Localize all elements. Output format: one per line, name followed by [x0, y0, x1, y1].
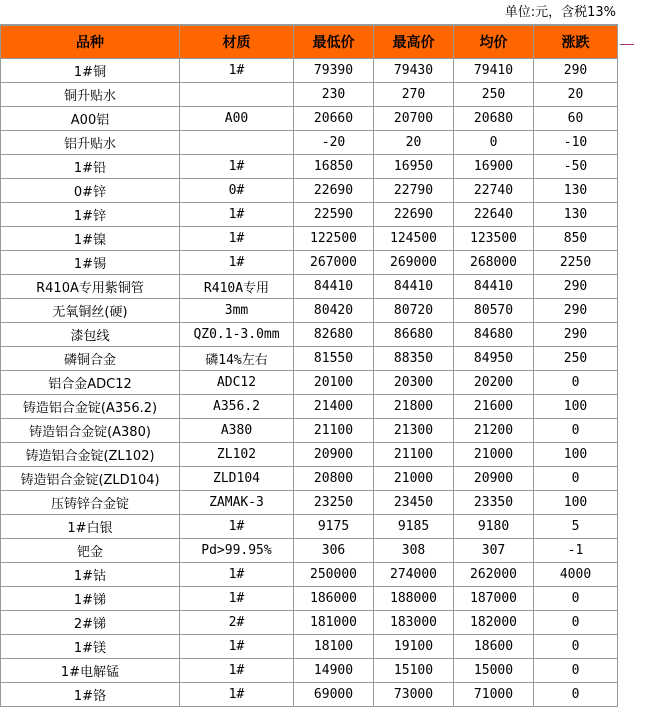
- variety-cell: 1#钴: [1, 563, 180, 587]
- variety-cell: 铝升贴水: [1, 131, 180, 155]
- table-row: [1, 683, 618, 707]
- change-cell: 60: [534, 107, 618, 131]
- min-price-cell: 306: [294, 539, 374, 563]
- material-cell: 1#: [180, 683, 294, 707]
- max-price-cell: 73000: [374, 683, 454, 707]
- min-price-cell: 22690: [294, 179, 374, 203]
- change-cell: -10: [534, 131, 618, 155]
- min-price-cell: 18100: [294, 635, 374, 659]
- avg-price-cell: 250: [454, 83, 534, 107]
- change-cell: 100: [534, 395, 618, 419]
- max-price-cell: 308: [374, 539, 454, 563]
- change-cell: 0: [534, 611, 618, 635]
- variety-cell: 铜升贴水: [1, 83, 180, 107]
- variety-cell: R410A专用紫铜管: [1, 275, 180, 299]
- table-row: [1, 443, 618, 467]
- max-price-cell: 21100: [374, 443, 454, 467]
- max-price-cell: 270: [374, 83, 454, 107]
- avg-price-cell: 262000: [454, 563, 534, 587]
- change-cell: 130: [534, 179, 618, 203]
- material-cell: A380: [180, 419, 294, 443]
- avg-price-cell: 123500: [454, 227, 534, 251]
- table-row: [1, 611, 618, 635]
- unit-note: 单位:元，含税13%: [504, 5, 616, 20]
- variety-cell: A00铝: [1, 107, 180, 131]
- avg-price-cell: 22740: [454, 179, 534, 203]
- variety-cell: 铸造铝合金锭(A380): [1, 419, 180, 443]
- change-cell: -50: [534, 155, 618, 179]
- max-price-cell: 183000: [374, 611, 454, 635]
- min-price-cell: 79390: [294, 59, 374, 83]
- min-price-cell: 82680: [294, 323, 374, 347]
- max-price-cell: 79430: [374, 59, 454, 83]
- change-cell: 0: [534, 659, 618, 683]
- max-price-cell: 15100: [374, 659, 454, 683]
- avg-price-cell: 16900: [454, 155, 534, 179]
- table-row: [1, 563, 618, 587]
- material-cell: R410A专用: [180, 275, 294, 299]
- max-price-cell: 22790: [374, 179, 454, 203]
- avg-price-cell: 18600: [454, 635, 534, 659]
- variety-cell: 0#锌: [1, 179, 180, 203]
- variety-cell: 1#电解锰: [1, 659, 180, 683]
- avg-price-cell: 15000: [454, 659, 534, 683]
- change-cell: 290: [534, 59, 618, 83]
- material-cell: ZLD104: [180, 467, 294, 491]
- material-cell: [180, 83, 294, 107]
- min-price-cell: 122500: [294, 227, 374, 251]
- max-price-cell: 22690: [374, 203, 454, 227]
- change-cell: 0: [534, 467, 618, 491]
- header-avg-price: 均价: [454, 26, 534, 59]
- price-table: [0, 25, 618, 707]
- table-row: [1, 251, 618, 275]
- change-cell: 130: [534, 203, 618, 227]
- table-row: [1, 83, 618, 107]
- variety-cell: 铝合金ADC12: [1, 371, 180, 395]
- avg-price-cell: 22640: [454, 203, 534, 227]
- material-cell: 3mm: [180, 299, 294, 323]
- avg-price-cell: 79410: [454, 59, 534, 83]
- table-row: [1, 299, 618, 323]
- table-row: [1, 347, 618, 371]
- min-price-cell: 20800: [294, 467, 374, 491]
- change-cell: 290: [534, 275, 618, 299]
- avg-price-cell: 9180: [454, 515, 534, 539]
- material-cell: 1#: [180, 515, 294, 539]
- variety-cell: 压铸锌合金锭: [1, 491, 180, 515]
- material-cell: 1#: [180, 251, 294, 275]
- material-cell: ZAMAK-3: [180, 491, 294, 515]
- variety-cell: 1#铬: [1, 683, 180, 707]
- max-price-cell: 21000: [374, 467, 454, 491]
- avg-price-cell: 21200: [454, 419, 534, 443]
- min-price-cell: 22590: [294, 203, 374, 227]
- table-row: [1, 515, 618, 539]
- min-price-cell: 267000: [294, 251, 374, 275]
- min-price-cell: 23250: [294, 491, 374, 515]
- max-price-cell: 19100: [374, 635, 454, 659]
- header-max-price: 最高价: [374, 26, 454, 59]
- variety-cell: 铸造铝合金锭(A356.2): [1, 395, 180, 419]
- material-cell: Pd>99.95%: [180, 539, 294, 563]
- avg-price-cell: 23350: [454, 491, 534, 515]
- material-cell: 磷14%左右: [180, 347, 294, 371]
- variety-cell: 钯金: [1, 539, 180, 563]
- table-row: [1, 179, 618, 203]
- avg-price-cell: 84680: [454, 323, 534, 347]
- table-row: [1, 323, 618, 347]
- avg-price-cell: 20900: [454, 467, 534, 491]
- min-price-cell: 80420: [294, 299, 374, 323]
- material-cell: 1#: [180, 227, 294, 251]
- avg-price-cell: 20200: [454, 371, 534, 395]
- min-price-cell: 20100: [294, 371, 374, 395]
- variety-cell: 无氧铜丝(硬): [1, 299, 180, 323]
- min-price-cell: 81550: [294, 347, 374, 371]
- table-row: [1, 203, 618, 227]
- change-cell: 4000: [534, 563, 618, 587]
- change-cell: 290: [534, 323, 618, 347]
- variety-cell: 1#铜: [1, 59, 180, 83]
- header-change: 涨跌: [534, 26, 618, 59]
- table-row: [1, 659, 618, 683]
- variety-cell: 1#镁: [1, 635, 180, 659]
- header-variety: 品种: [1, 26, 180, 59]
- change-cell: 0: [534, 371, 618, 395]
- max-price-cell: 9185: [374, 515, 454, 539]
- change-cell: 2250: [534, 251, 618, 275]
- max-price-cell: 16950: [374, 155, 454, 179]
- max-price-cell: 20300: [374, 371, 454, 395]
- table-row: [1, 635, 618, 659]
- max-price-cell: 80720: [374, 299, 454, 323]
- table-row: [1, 59, 618, 83]
- header-material: 材质: [180, 26, 294, 59]
- material-cell: 1#: [180, 203, 294, 227]
- max-price-cell: 88350: [374, 347, 454, 371]
- min-price-cell: -20: [294, 131, 374, 155]
- min-price-cell: 20900: [294, 443, 374, 467]
- material-cell: QZ0.1-3.0mm: [180, 323, 294, 347]
- avg-price-cell: 84950: [454, 347, 534, 371]
- material-cell: 1#: [180, 155, 294, 179]
- change-cell: 250: [534, 347, 618, 371]
- variety-cell: 1#锑: [1, 587, 180, 611]
- avg-price-cell: 84410: [454, 275, 534, 299]
- table-row: [1, 587, 618, 611]
- change-cell: 0: [534, 683, 618, 707]
- material-cell: 0#: [180, 179, 294, 203]
- table-row: [1, 107, 618, 131]
- avg-price-cell: 20680: [454, 107, 534, 131]
- variety-cell: 2#锑: [1, 611, 180, 635]
- avg-price-cell: 307: [454, 539, 534, 563]
- max-price-cell: 188000: [374, 587, 454, 611]
- avg-price-cell: 21600: [454, 395, 534, 419]
- max-price-cell: 84410: [374, 275, 454, 299]
- table-row: [1, 275, 618, 299]
- max-price-cell: 86680: [374, 323, 454, 347]
- material-cell: 1#: [180, 59, 294, 83]
- material-cell: ADC12: [180, 371, 294, 395]
- change-cell: -1: [534, 539, 618, 563]
- change-cell: 850: [534, 227, 618, 251]
- max-price-cell: 269000: [374, 251, 454, 275]
- max-price-cell: 20700: [374, 107, 454, 131]
- table-row: [1, 419, 618, 443]
- table-row: [1, 395, 618, 419]
- material-cell: 2#: [180, 611, 294, 635]
- material-cell: 1#: [180, 587, 294, 611]
- variety-cell: 1#锡: [1, 251, 180, 275]
- min-price-cell: 16850: [294, 155, 374, 179]
- change-cell: 20: [534, 83, 618, 107]
- table-row: [1, 491, 618, 515]
- header-row: [1, 26, 618, 59]
- material-cell: 1#: [180, 635, 294, 659]
- variety-cell: 1#白银: [1, 515, 180, 539]
- max-price-cell: 20: [374, 131, 454, 155]
- min-price-cell: 186000: [294, 587, 374, 611]
- min-price-cell: 21400: [294, 395, 374, 419]
- material-cell: A356.2: [180, 395, 294, 419]
- table-row: [1, 227, 618, 251]
- table-row: [1, 131, 618, 155]
- table-row: [1, 467, 618, 491]
- max-price-cell: 274000: [374, 563, 454, 587]
- min-price-cell: 250000: [294, 563, 374, 587]
- avg-price-cell: 80570: [454, 299, 534, 323]
- avg-price-cell: 182000: [454, 611, 534, 635]
- material-cell: [180, 131, 294, 155]
- variety-cell: 1#锌: [1, 203, 180, 227]
- min-price-cell: 84410: [294, 275, 374, 299]
- change-cell: 0: [534, 419, 618, 443]
- header-min-price: 最低价: [294, 26, 374, 59]
- material-cell: 1#: [180, 659, 294, 683]
- max-price-cell: 23450: [374, 491, 454, 515]
- avg-price-cell: 268000: [454, 251, 534, 275]
- change-cell: 0: [534, 635, 618, 659]
- material-cell: A00: [180, 107, 294, 131]
- variety-cell: 漆包线: [1, 323, 180, 347]
- variety-cell: 铸造铝合金锭(ZL102): [1, 443, 180, 467]
- price-table-body: [1, 59, 618, 707]
- avg-price-cell: 71000: [454, 683, 534, 707]
- change-cell: 290: [534, 299, 618, 323]
- table-row: [1, 371, 618, 395]
- change-cell: 0: [534, 587, 618, 611]
- change-cell: 5: [534, 515, 618, 539]
- min-price-cell: 14900: [294, 659, 374, 683]
- variety-cell: 1#镍: [1, 227, 180, 251]
- change-cell: 100: [534, 491, 618, 515]
- variety-cell: 1#铅: [1, 155, 180, 179]
- min-price-cell: 181000: [294, 611, 374, 635]
- avg-price-cell: 21000: [454, 443, 534, 467]
- material-cell: ZL102: [180, 443, 294, 467]
- avg-price-cell: 0: [454, 131, 534, 155]
- max-price-cell: 21300: [374, 419, 454, 443]
- material-cell: 1#: [180, 563, 294, 587]
- change-cell: 100: [534, 443, 618, 467]
- variety-cell: 铸造铝合金锭(ZLD104): [1, 467, 180, 491]
- max-price-cell: 21800: [374, 395, 454, 419]
- margin-marker: [620, 44, 634, 45]
- min-price-cell: 21100: [294, 419, 374, 443]
- min-price-cell: 20660: [294, 107, 374, 131]
- variety-cell: 磷铜合金: [1, 347, 180, 371]
- max-price-cell: 124500: [374, 227, 454, 251]
- avg-price-cell: 187000: [454, 587, 534, 611]
- table-row: [1, 539, 618, 563]
- table-row: [1, 155, 618, 179]
- min-price-cell: 69000: [294, 683, 374, 707]
- min-price-cell: 9175: [294, 515, 374, 539]
- min-price-cell: 230: [294, 83, 374, 107]
